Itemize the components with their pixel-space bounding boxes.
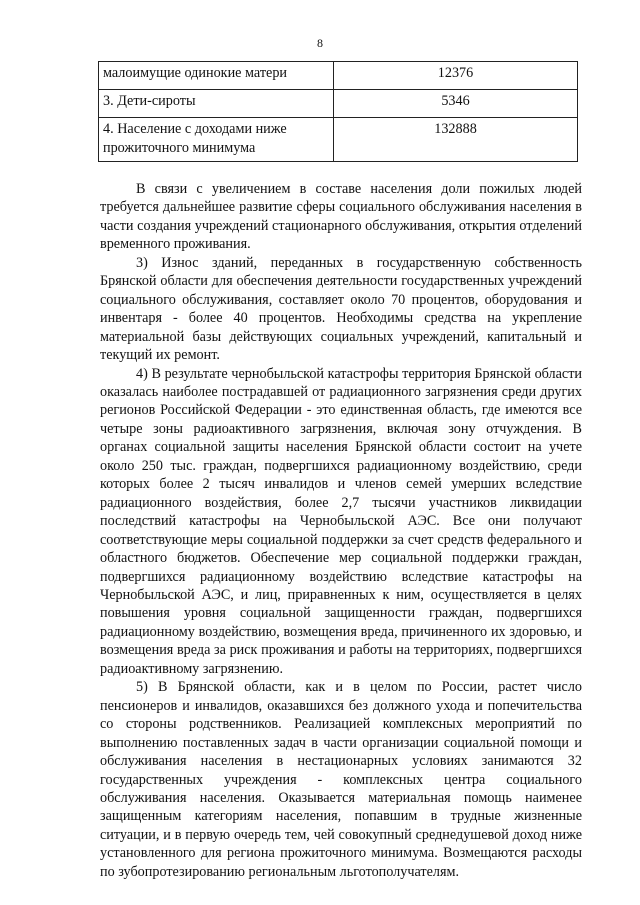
body-text: [100, 180, 582, 881]
statistics-table: [98, 61, 578, 162]
table-row: [99, 118, 578, 162]
table-cell-value: 132888: [334, 118, 578, 162]
paragraph: В связи с увеличением в составе населения доли пожилых людей требуется дальнейшее развитие сферы социального обслуживания населения в части создания учреждений стационарного обслуживания, открытия отделений временного проживания.: [100, 181, 582, 253]
table-cell-value: 5346: [334, 90, 578, 118]
paragraph: 5) В Брянской области, как и в целом по России, растет число пенсионеров и инвалидов, оказавшихся без должного ухода и попечительства со стороны родственников. Реализацией комплексных мероприятий по выполнению поставленных задач в части организации социальной помощи и обслуживания населения в нестационарных условиях занимаются 32 государственных учреждения - комплексных центра социального обслуживания населения. Оказывается материальная помощь наименее защищенным категориям населения, попавшим в трудные жизненные ситуации, и в первую очередь тем, чей совокупный среднедушевой доход ниже установленного для региона прожиточного минимума. Возмещаются расходы по зубопротезированию региональным льготополучателям.: [100, 679, 582, 880]
table-row: [99, 62, 578, 90]
table-row: [99, 90, 578, 118]
table-cell-value: 12376: [334, 62, 578, 90]
table-cell-label: 4. Население с доходами ниже прожиточного минимума: [99, 118, 334, 162]
table-cell-label: 3. Дети-сироты: [99, 90, 334, 118]
paragraph: 3) Износ зданий, переданных в государственную собственность Брянской области для обеспечения деятельности государственных учреждений социального обслуживания, составляет около 70 процентов, оборудования и инвентаря - более 40 процентов. Необходимы средства на укрепление материальной базы действующих социальных учреждений, капитальный и текущий их ремонт.: [100, 254, 582, 364]
table-cell-label: малоимущие одинокие матери: [99, 62, 334, 90]
paragraph: 4) В результате чернобыльской катастрофы территория Брянской области оказалась наиболее пострадавшей от радиационного загрязнения среди других регионов Российской Федерации - это единственная область, где имеются все четыре зоны радиоактивного загрязнения, включая зону отчуждения. В органах социальной защиты населения Брянской области состоит на учете около 250 тыс. граждан, подвергшихся радиационному воздействию, среди которых более 2 тысяч инвалидов и членов семей умерших вследствие радиационного воздействия, более 2,7 тысячи участников ликвидации последствий катастрофы на Чернобыльской АЭС. Все они получают соответствующие меры социальной поддержки за счет средств федерального и областного бюджетов. Обеспечение мер социальной поддержки граждан, подвергшихся радиационному воздействию вследствие катастрофы на Чернобыльской АЭС, и лиц, приравненных к ним, осуществляется в целях повышения уровня социальной защищенности граждан, подвергшихся радиационному воздействию, возмещения вреда, причиненного их здоровью, и возмещения вреда за риск проживания и работы на территориях, подвергшихся радиоактивному загрязнению.: [100, 365, 582, 677]
page-number: 8: [317, 36, 323, 50]
